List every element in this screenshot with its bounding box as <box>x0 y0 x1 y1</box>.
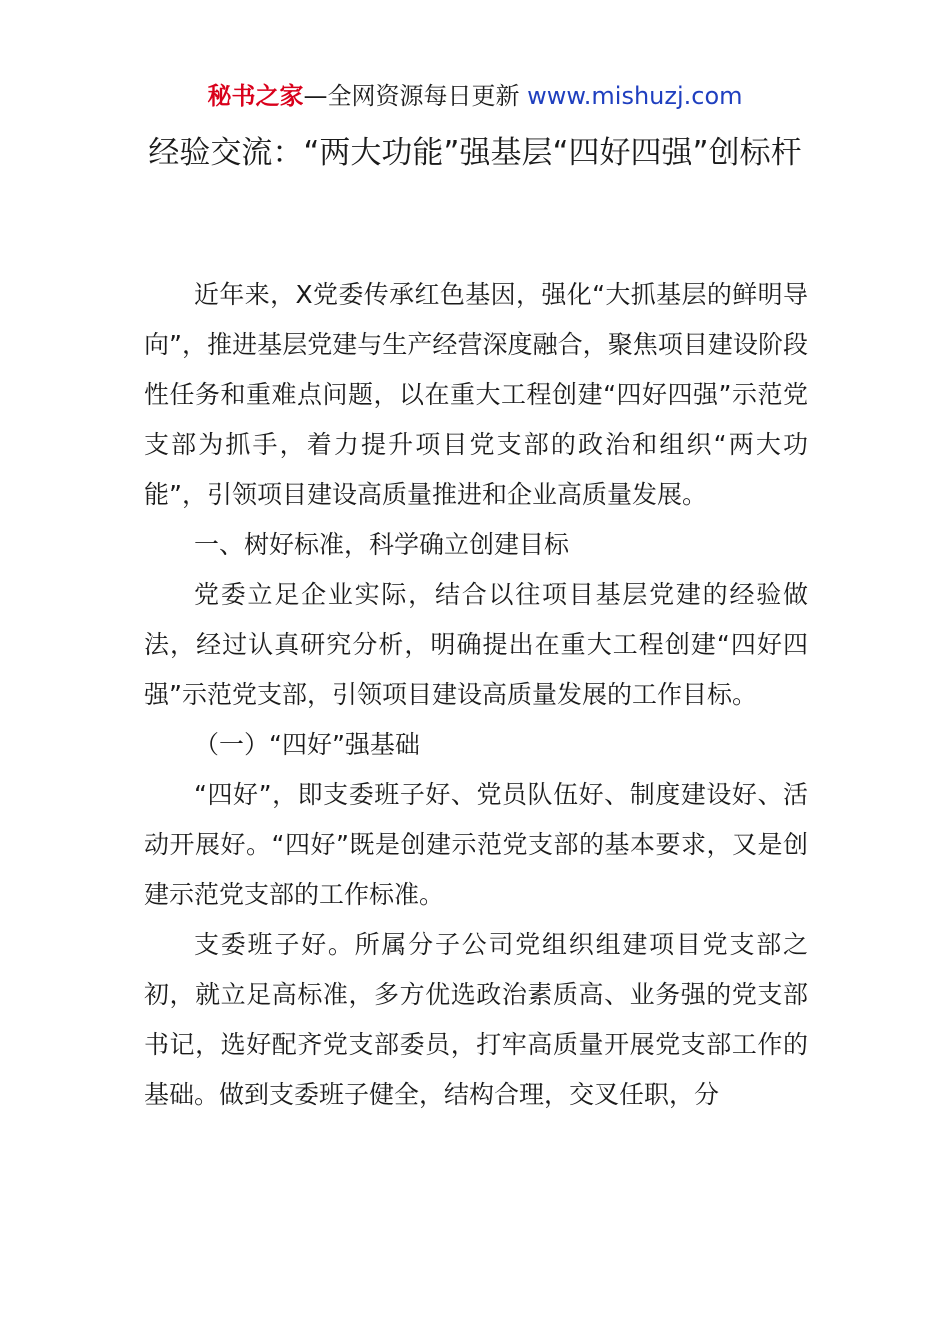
site-banner <box>0 80 950 112</box>
banner-brand: 秘书之家 <box>207 82 304 110</box>
section-heading-1: 一、树好标准，科学确立创建目标 <box>194 530 570 559</box>
document-title: 经验交流：“两大功能”强基层“四好四强”创标杆 <box>148 135 802 171</box>
banner-url-link[interactable]: www.mishuzj.com <box>527 82 743 110</box>
banner-tagline: —全网资源每日更新 <box>303 82 520 110</box>
paragraph-four-goods: “四好”，即支委班子好、党员队伍好、制度建设好、活动开展好。“四好”既是创建示范党支部的基本要求，又是创建示范党支部的工作标准。 <box>144 780 808 909</box>
paragraph-intro: 近年来，X党委传承红色基因，强化“大抓基层的鲜明导向”，推进基层党建与生产经营深度融合，聚焦项目建设阶段性任务和重难点问题，以在重大工程创建“四好四强”示范党支部为抓手，着力提升项目党支部的政治和组织“两大功能”，引领项目建设高质量推进和企业高质量发展。 <box>144 280 808 509</box>
subsection-heading-1: （一）“四好”强基础 <box>194 730 420 759</box>
paragraph-branch-committee: 支委班子好。所属分子公司党组织组建项目党支部之初，就立足高标准，多方优选政治素质高、业务强的党支部书记，选好配齐党支部委员，打牢高质量开展党支部工作的基础。做到支委班子健全，结构合理，交叉任职，分 <box>144 930 808 1109</box>
document-body <box>144 270 808 1120</box>
paragraph-section-1: 党委立足企业实际，结合以往项目基层党建的经验做法，经过认真研究分析，明确提出在重大工程创建“四好四强”示范党支部，引领项目建设高质量发展的工作目标。 <box>144 580 808 709</box>
